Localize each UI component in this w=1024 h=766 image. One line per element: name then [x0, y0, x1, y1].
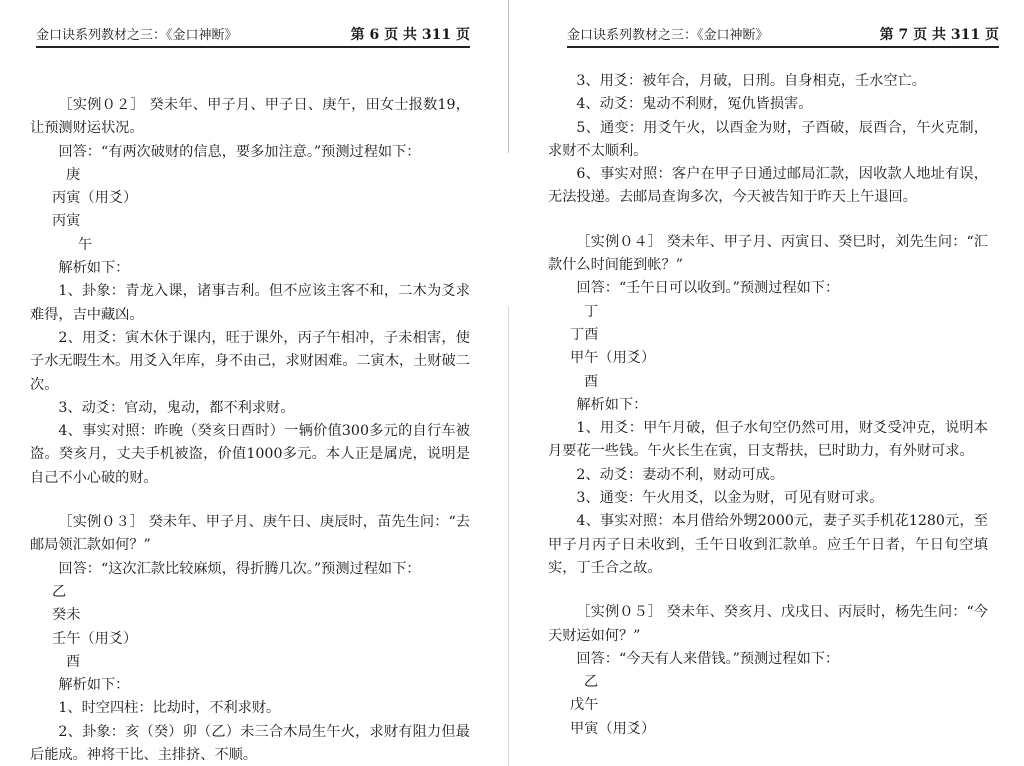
text-paragraph: 6、事实对照：客户在甲子日通过邮局汇款，因收款人地址有误，无法投递。去邮局查询多次，今天被告知于昨天上午退回。 [548, 166, 988, 206]
book-fold-line [508, 0, 509, 766]
text-paragraph: 4、动爻：鬼动不利财，冤仇皆损害。 [576, 96, 813, 113]
left-header-title: 金口诀系列教材之三：《金口神断》 [36, 28, 238, 43]
text-paragraph: 3、动爻：官动，鬼动，都不利求财。 [58, 399, 295, 416]
gua-line: 乙 [584, 674, 599, 691]
text-paragraph: ［实例０４］ 癸未年、甲子月、丙寅日、癸巳时，刘先生问：“汇款什么时间能到帐？” [548, 233, 988, 274]
text-paragraph: 3、用爻：被年合，月破，日刑。自身相克，壬水空亡。 [576, 73, 926, 89]
gua-line: 壬午（用爻） [52, 630, 138, 647]
gua-line: 甲寅（用爻） [570, 720, 656, 737]
left-page-header [36, 22, 470, 48]
text-paragraph: ［实例０２］ 癸未年、甲子月、甲子日、庚午，田女士报数19，让预测财运状况。 [30, 97, 470, 137]
gua-line: 午 [78, 236, 93, 253]
right-page-body [548, 70, 988, 741]
gua-line: 酉 [66, 653, 81, 670]
gua-line: 乙 [52, 583, 67, 600]
text-paragraph: 解析如下： [58, 677, 130, 694]
gua-line: 庚 [66, 166, 81, 183]
left-page [0, 0, 505, 766]
text-paragraph: 5、通变：用爻午火，以酉金为财，子酉破，辰酉合，午火克制，求财不太顺利。 [548, 119, 988, 159]
text-paragraph: 1、用爻：甲午月破，但子水旬空仍然可用，财爻受冲克，说明本月要花一些钱。午火长生在寅，日支帮扶，巳时助力，有外财可求。 [548, 420, 988, 460]
text-paragraph: 3、通变：午火用爻，以金为财，可见有财可求。 [576, 490, 884, 507]
text-paragraph: 解析如下： [576, 396, 648, 413]
text-paragraph: 4、事实对照：本月借给外甥2000元，妻子买手机花1280元，至甲子月丙子日未收到，壬午日收到汇款单。应壬午日者，午日旬空填实，丁壬合之故。 [548, 513, 988, 576]
text-paragraph: 回答：“有两次破财的信息，要多加注意。”预测过程如下： [58, 143, 421, 160]
text-paragraph: 4、事实对照：昨晚（癸亥日酉时）一辆价值300多元的自行车被盗。癸亥月，丈夫手机被盗，价值1000多元。本人正是属虎，说明是自己不小心破的财。 [30, 423, 470, 486]
text-paragraph: ［实例０３］ 癸未年、甲子月、庚午日、庚辰时，苗先生问：“去邮局领汇款如何？” [30, 514, 470, 554]
gua-line: 甲午（用爻） [570, 350, 656, 367]
text-paragraph: 1、卦象：青龙入课，诸事吉利。但不应该主客不和，二木为爻求难得，吉中藏凶。 [30, 283, 470, 323]
right-header-title: 金口诀系列教材之三：《金口神断》 [567, 28, 769, 43]
left-header-page-number: 第 6 页 共 311 页 [350, 27, 470, 43]
text-paragraph: 1、时空四柱：比劫时，不利求财。 [58, 700, 281, 717]
text-paragraph: 解析如下： [58, 260, 130, 277]
text-paragraph: 2、卦象：亥（癸）卯（乙）未三合木局生午火，求财有阻力但最后能成。神将干比、主排挤、不顺。 [30, 723, 470, 764]
gua-line: 戊午 [570, 697, 599, 714]
gua-line: 癸未 [52, 607, 81, 624]
text-paragraph: 回答：“今天有人来借钱。”预测过程如下： [576, 650, 840, 667]
left-page-body [30, 94, 470, 766]
right-page-header [567, 22, 999, 48]
paragraph-gap [548, 210, 988, 231]
gua-line: 丙寅 [52, 213, 81, 230]
right-header-page-number: 第 7 页 共 311 页 [879, 27, 999, 43]
text-paragraph: 回答：“这次汇款比较麻烦，得折腾几次。”预测过程如下： [58, 560, 421, 577]
text-paragraph: 2、用爻：寅木休于课内，旺于课外，丙子午相冲，子未相害，使子水无暇生木。用爻入年库，身不由己，求财困难。二寅木，土财破二次。 [30, 329, 470, 393]
paragraph-gap [548, 580, 988, 601]
gua-line: 丁酉 [570, 326, 599, 343]
text-paragraph: ［实例０５］ 癸未年、癸亥月、戊戌日、丙辰时，杨先生问：“今天财运如何？” [548, 604, 988, 644]
gua-line: 丙寅（用爻） [52, 190, 138, 207]
gua-line: 酉 [584, 373, 599, 390]
text-paragraph: 2、动爻：妻动不利，财动可成。 [576, 466, 785, 483]
gua-line: 丁 [584, 303, 599, 320]
text-paragraph: 回答：“壬午日可以收到。”预测过程如下： [576, 280, 840, 297]
paragraph-gap [30, 490, 470, 511]
